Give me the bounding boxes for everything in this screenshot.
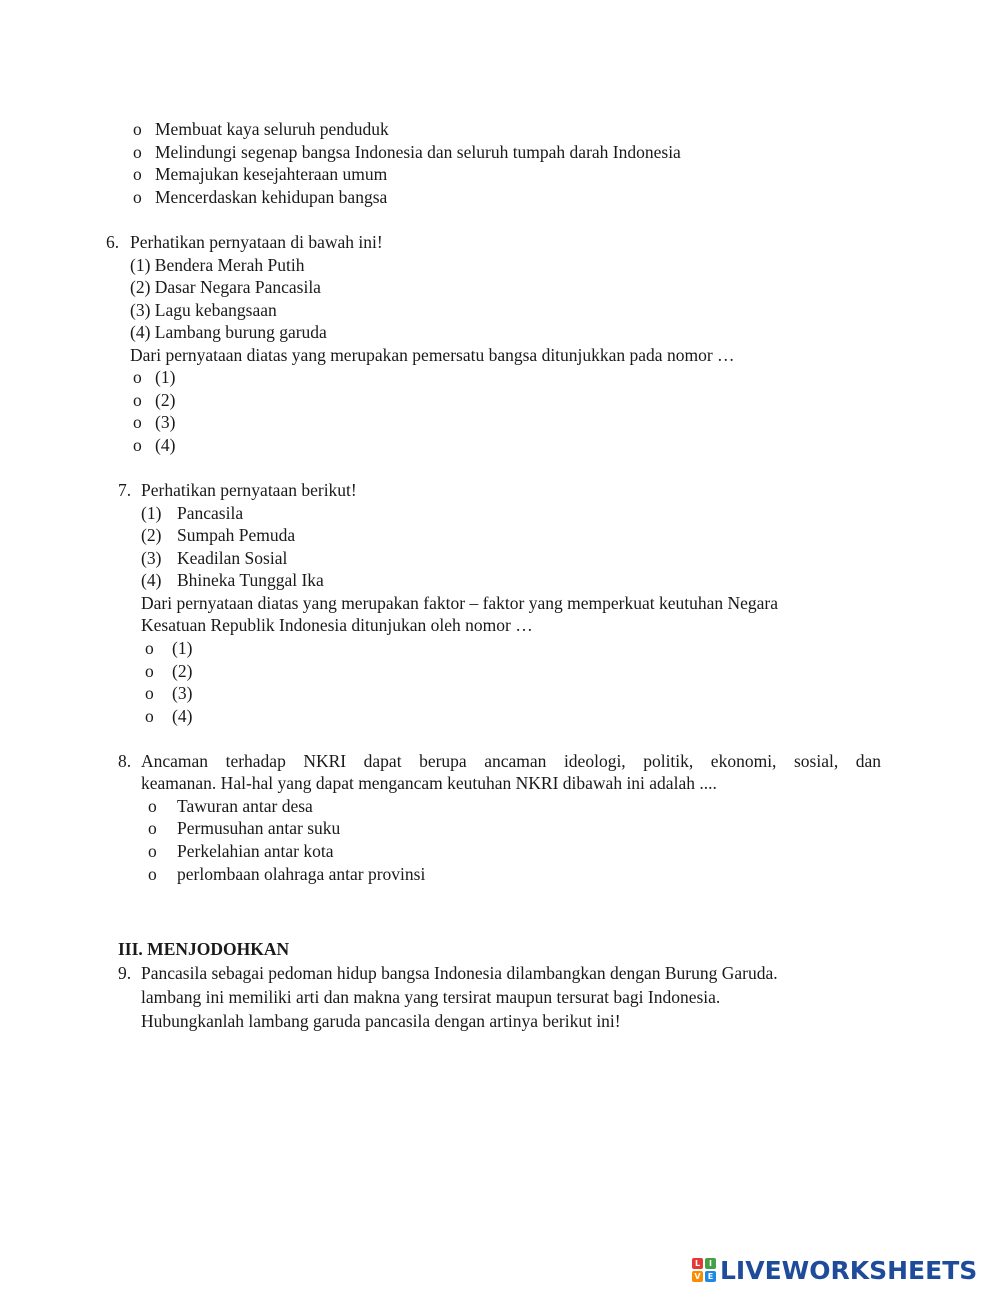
radio-option-marker[interactable]: o (133, 164, 142, 184)
q7-statement-number: (3) (141, 548, 162, 568)
q7-option-3[interactable]: (3) (172, 683, 193, 703)
q7-prompt: Perhatikan pernyataan berikut! (141, 480, 357, 500)
section-title: III. MENJODOHKAN (118, 939, 290, 959)
radio-option-marker[interactable]: o (148, 818, 157, 838)
q7-option-2[interactable]: (2) (172, 661, 193, 681)
q5-option-4[interactable]: Mencerdaskan kehidupan bangsa (155, 187, 388, 207)
q9-number: 9. (118, 963, 132, 983)
q6-prompt: Perhatikan pernyataan di bawah ini! (130, 232, 383, 252)
q9-line-3: Hubungkanlah lambang garuda pancasila dengan artinya berikut ini! (141, 1011, 621, 1031)
q7-option-1[interactable]: (1) (172, 638, 193, 658)
logo-tile: I (705, 1258, 716, 1269)
q8-option-3[interactable]: Perkelahian antar kota (177, 841, 334, 861)
q7-statement-2: Sumpah Pemuda (177, 525, 296, 545)
q9-line-1: Pancasila sebagai pedoman hidup bangsa Indonesia dilambangkan dengan Burung Garuda. (141, 963, 778, 983)
q8-question-line-1: Ancaman terhadap NKRI dapat berupa ancaman ideologi, politik, ekonomi, sosial, dan (141, 751, 881, 771)
radio-option-marker[interactable]: o (133, 142, 142, 162)
radio-option-marker[interactable]: o (148, 864, 157, 884)
radio-option-marker[interactable]: o (145, 661, 154, 681)
radio-option-marker[interactable]: o (145, 706, 154, 726)
q6-option-1[interactable]: (1) (155, 367, 176, 387)
q6-statement-3: (3) Lagu kebangsaan (130, 300, 277, 320)
q7-statement-number: (2) (141, 525, 162, 545)
q6-question: Dari pernyataan diatas yang merupakan pemersatu bangsa ditunjukkan pada nomor … (130, 345, 735, 365)
logo-icon (692, 1258, 716, 1282)
q8-option-4[interactable]: perlombaan olahraga antar provinsi (177, 864, 426, 884)
logo-tile: E (705, 1271, 716, 1282)
q7-option-4[interactable]: (4) (172, 706, 193, 726)
radio-option-marker[interactable]: o (133, 412, 142, 432)
radio-option-marker[interactable]: o (133, 187, 142, 207)
liveworksheets-logo[interactable] (692, 1255, 977, 1285)
q9-line-2: lambang ini memiliki arti dan makna yang tersirat maupun tersurat bagi Indonesia. (141, 987, 721, 1007)
q5-option-1[interactable]: Membuat kaya seluruh penduduk (155, 119, 389, 139)
logo-tile: L (692, 1258, 703, 1269)
q8-number: 8. (118, 751, 132, 771)
q5-option-2[interactable]: Melindungi segenap bangsa Indonesia dan seluruh tumpah darah Indonesia (155, 142, 681, 162)
q7-statement-number: (4) (141, 570, 162, 590)
q6-statement-1: (1) Bendera Merah Putih (130, 255, 305, 275)
q8-option-2[interactable]: Permusuhan antar suku (177, 818, 341, 838)
q8-option-1[interactable]: Tawuran antar desa (177, 796, 313, 816)
q6-number: 6. (106, 232, 120, 252)
radio-option-marker[interactable]: o (148, 796, 157, 816)
radio-option-marker[interactable]: o (133, 367, 142, 387)
radio-option-marker[interactable]: o (145, 683, 154, 703)
q7-statement-number: (1) (141, 503, 162, 523)
logo-tile: V (692, 1271, 703, 1282)
q6-option-4[interactable]: (4) (155, 435, 176, 455)
radio-option-marker[interactable]: o (133, 119, 142, 139)
q7-question-line-1: Dari pernyataan diatas yang merupakan faktor – faktor yang memperkuat keutuhan Negara (141, 593, 779, 613)
q8-question-line-2: keamanan. Hal-hal yang dapat mengancam keutuhan NKRI dibawah ini adalah .... (141, 773, 717, 793)
radio-option-marker[interactable]: o (133, 390, 142, 410)
radio-option-marker[interactable]: o (133, 435, 142, 455)
radio-option-marker[interactable]: o (145, 638, 154, 658)
q7-statement-3: Keadilan Sosial (177, 548, 288, 568)
q6-statement-2: (2) Dasar Negara Pancasila (130, 277, 321, 297)
q7-statement-4: Bhineka Tunggal Ika (177, 570, 324, 590)
q6-option-3[interactable]: (3) (155, 412, 176, 432)
q5-option-3[interactable]: Memajukan kesejahteraan umum (155, 164, 388, 184)
q7-statement-1: Pancasila (177, 503, 244, 523)
q7-number: 7. (118, 480, 132, 500)
q6-statement-4: (4) Lambang burung garuda (130, 322, 327, 342)
logo-text: LIVEWORKSHEETS (720, 1255, 978, 1285)
q6-option-2[interactable]: (2) (155, 390, 176, 410)
radio-option-marker[interactable]: o (148, 841, 157, 861)
q7-question-line-2: Kesatuan Republik Indonesia ditunjukan oleh nomor … (141, 615, 533, 635)
